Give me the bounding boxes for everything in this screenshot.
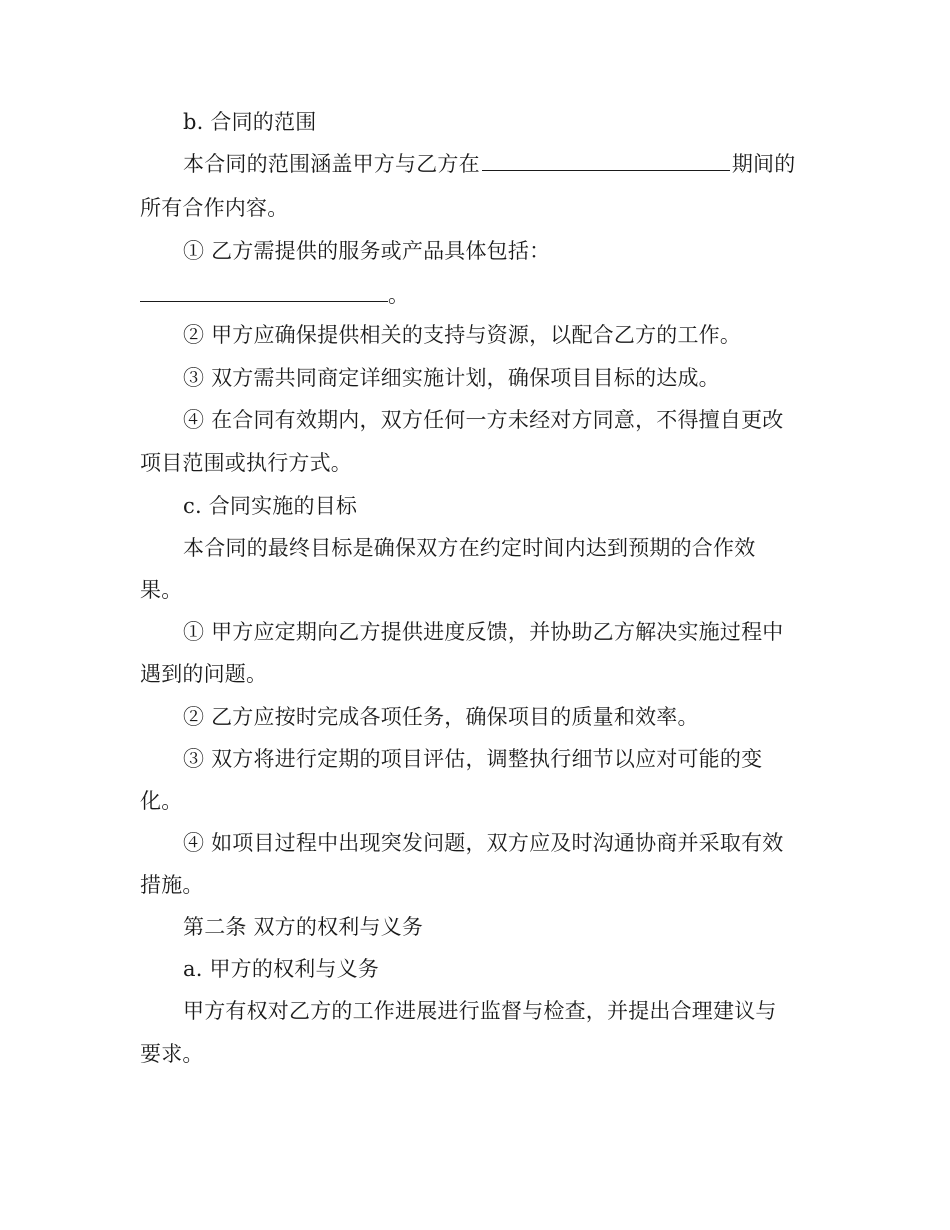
paragraph-line: 所有合作内容。	[140, 196, 289, 220]
section-heading-c: c. 合同实施的目标	[183, 494, 358, 518]
paragraph-text: 。	[388, 283, 410, 307]
list-item: ① 乙方需提供的服务或产品具体包括：	[183, 239, 551, 263]
fill-in-blank-period[interactable]	[482, 150, 730, 171]
list-item: ① 甲方应定期向乙方提供进度反馈，并协助乙方解决实施过程中	[183, 620, 784, 644]
paragraph-text: 期间的	[731, 152, 796, 176]
paragraph-text: 本合同的范围涵盖甲方与乙方在	[183, 152, 480, 176]
list-item: ③ 双方将进行定期的项目评估，调整执行细节以应对可能的变	[183, 747, 763, 771]
paragraph-line: 措施。	[140, 873, 204, 897]
paragraph-line: 要求。	[140, 1042, 204, 1066]
list-item: ④ 在合同有效期内，双方任何一方未经对方同意，不得擅自更改	[183, 408, 784, 432]
paragraph-line: 化。	[140, 789, 183, 813]
list-item: ② 乙方应按时完成各项任务，确保项目的质量和效率。	[183, 705, 699, 729]
list-item: ④ 如项目过程中出现突发问题，双方应及时沟通协商并采取有效	[183, 831, 784, 855]
fill-in-blank-services[interactable]	[140, 281, 388, 302]
paragraph-line: 项目范围或执行方式。	[140, 451, 352, 475]
list-item: ③ 双方需共同商定详细实施计划，确保项目目标的达成。	[183, 366, 720, 390]
section-heading-b: b. 合同的范围	[183, 110, 317, 134]
paragraph-line: 本合同的最终目标是确保双方在约定时间内达到预期的合作效	[183, 536, 756, 560]
paragraph-line: 遇到的问题。	[140, 662, 268, 686]
article-heading: 第二条 双方的权利与义务	[183, 915, 424, 939]
paragraph-line: 果。	[140, 578, 183, 602]
paragraph-line	[183, 150, 795, 178]
list-item: ② 甲方应确保提供相关的支持与资源，以配合乙方的工作。	[183, 323, 742, 347]
paragraph-line	[140, 281, 409, 309]
paragraph-line: 甲方有权对乙方的工作进展进行监督与检查，并提出合理建议与	[183, 999, 777, 1023]
section-heading-a: a. 甲方的权利与义务	[183, 957, 380, 981]
